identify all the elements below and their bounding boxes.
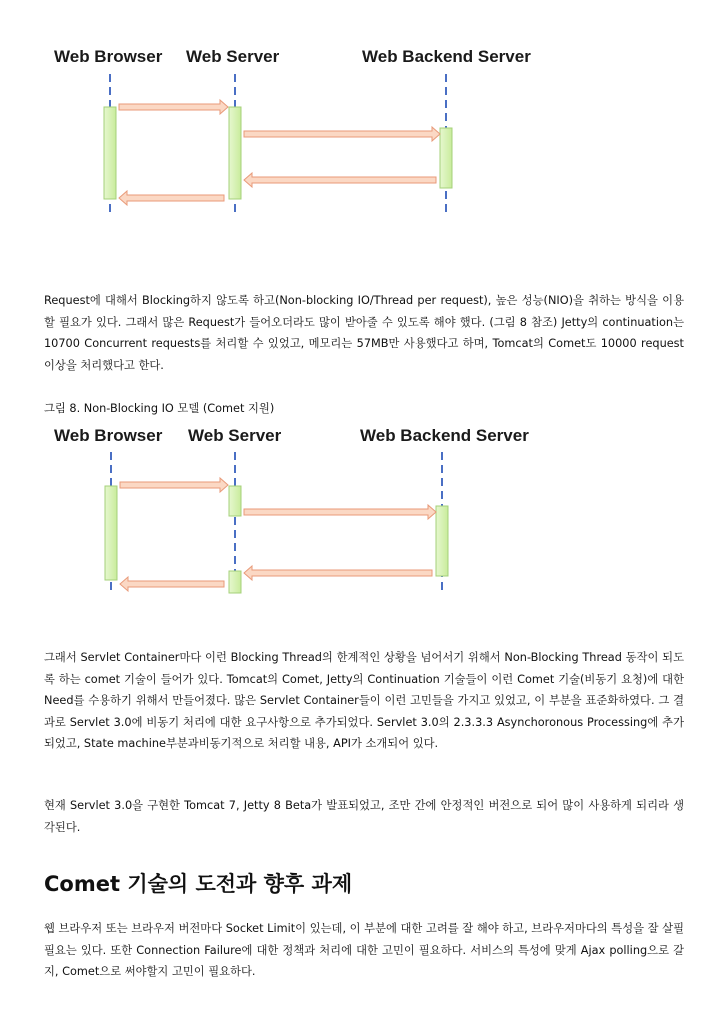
figure-caption: 그림 8. Non-Blocking IO 모델 (Comet 지원) — [44, 402, 275, 415]
server-activation-response — [229, 571, 241, 593]
server-activation-request — [229, 486, 241, 516]
web-backend-server-label: Web Backend Server — [360, 426, 529, 445]
response-arrow-backend-to-server — [244, 173, 436, 187]
backend-activation — [440, 128, 452, 188]
request-arrow-browser-to-server — [119, 100, 228, 114]
web-server-label: Web Server — [186, 47, 280, 66]
backend-activation — [436, 506, 448, 576]
server-activation — [229, 107, 241, 199]
web-browser-label: Web Browser — [54, 426, 163, 445]
response-arrow-server-to-browser — [119, 191, 224, 205]
request-arrow-server-to-backend — [244, 505, 436, 519]
response-arrow-server-to-browser — [120, 577, 224, 591]
browser-activation — [104, 107, 116, 199]
request-arrow-browser-to-server — [120, 478, 228, 492]
paragraph-comet-challenges: 웹 브라우저 또는 브라우저 버전마다 Socket Limit이 있는데, 이 부분에 대한 고려를 잘 해야 하고, 브라우저마다의 특성을 잘 살필 필요는 있다. 또한 Connection Failure에 대한 정책과 처리에 대한 고민이 필요하다. 서비스의 특성에 맞게 Ajax polling으로 갈지, Comet으로 써야할지 고민이 필요하다. — [44, 922, 684, 978]
section-heading: Comet 기술의 도전과 향후 과제 — [44, 872, 353, 896]
web-server-label: Web Server — [188, 426, 282, 445]
web-browser-label: Web Browser — [54, 47, 163, 66]
request-arrow-server-to-backend — [244, 127, 440, 141]
paragraph-nonblocking-intro: Request에 대해서 Blocking하지 않도록 하고(Non-blocking IO/Thread per request), 높은 성능(NIO)을 취하는 방식을 이용할 필요가 있다. 그래서 많은 Request가 들어오더라도 많이 받아줄 수 있도록 해야 했다. (그림 8 참조) Jetty의 continuation는 10700 Concurrent requests를 처리할 수 있었고, 메모리는 57MB만 사용했다고 하며, Tomcat의 Comet도 10000 request 이상을 처리했다고 한다. — [44, 294, 684, 372]
response-arrow-backend-to-server — [244, 566, 432, 580]
browser-activation — [105, 486, 117, 580]
web-backend-server-label: Web Backend Server — [362, 47, 531, 66]
blocking-sequence-diagram — [0, 40, 728, 220]
nonblocking-sequence-diagram — [0, 420, 728, 600]
paragraph-servlet-implementations: 현재 Servlet 3.0을 구현한 Tomcat 7, Jetty 8 Beta가 발표되었고, 조만 간에 안정적인 버전으로 되어 많이 사용하게 되리라 생각된다. — [44, 799, 684, 834]
paragraph-servlet-container: 그래서 Servlet Container마다 이런 Blocking Thread의 한계적인 상황을 넘어서기 위해서 Non-Blocking Thread 동작이 되도록 하는 comet 기술이 들어가 있다. Tomcat의 Comet, Jetty의 Continuation 기술들이 이런 Comet 기술(비동기 요청)에 대한 Need를 수용하기 위해서 만들어졌다. 많은 Servlet Container들이 이런 고민들을 가지고 있었고, 이 부분을 표준화하였다. 그 결과로 Servlet 3.0에 비동기 처리에 대한 요구사항으로 추가되었다. Servlet 3.0의 2.3.3.3 Asynchoronous Processing에 추가되었고, State machine부분과비동기적으로 처리할 내용, API가 소개되어 있다. — [44, 651, 684, 750]
